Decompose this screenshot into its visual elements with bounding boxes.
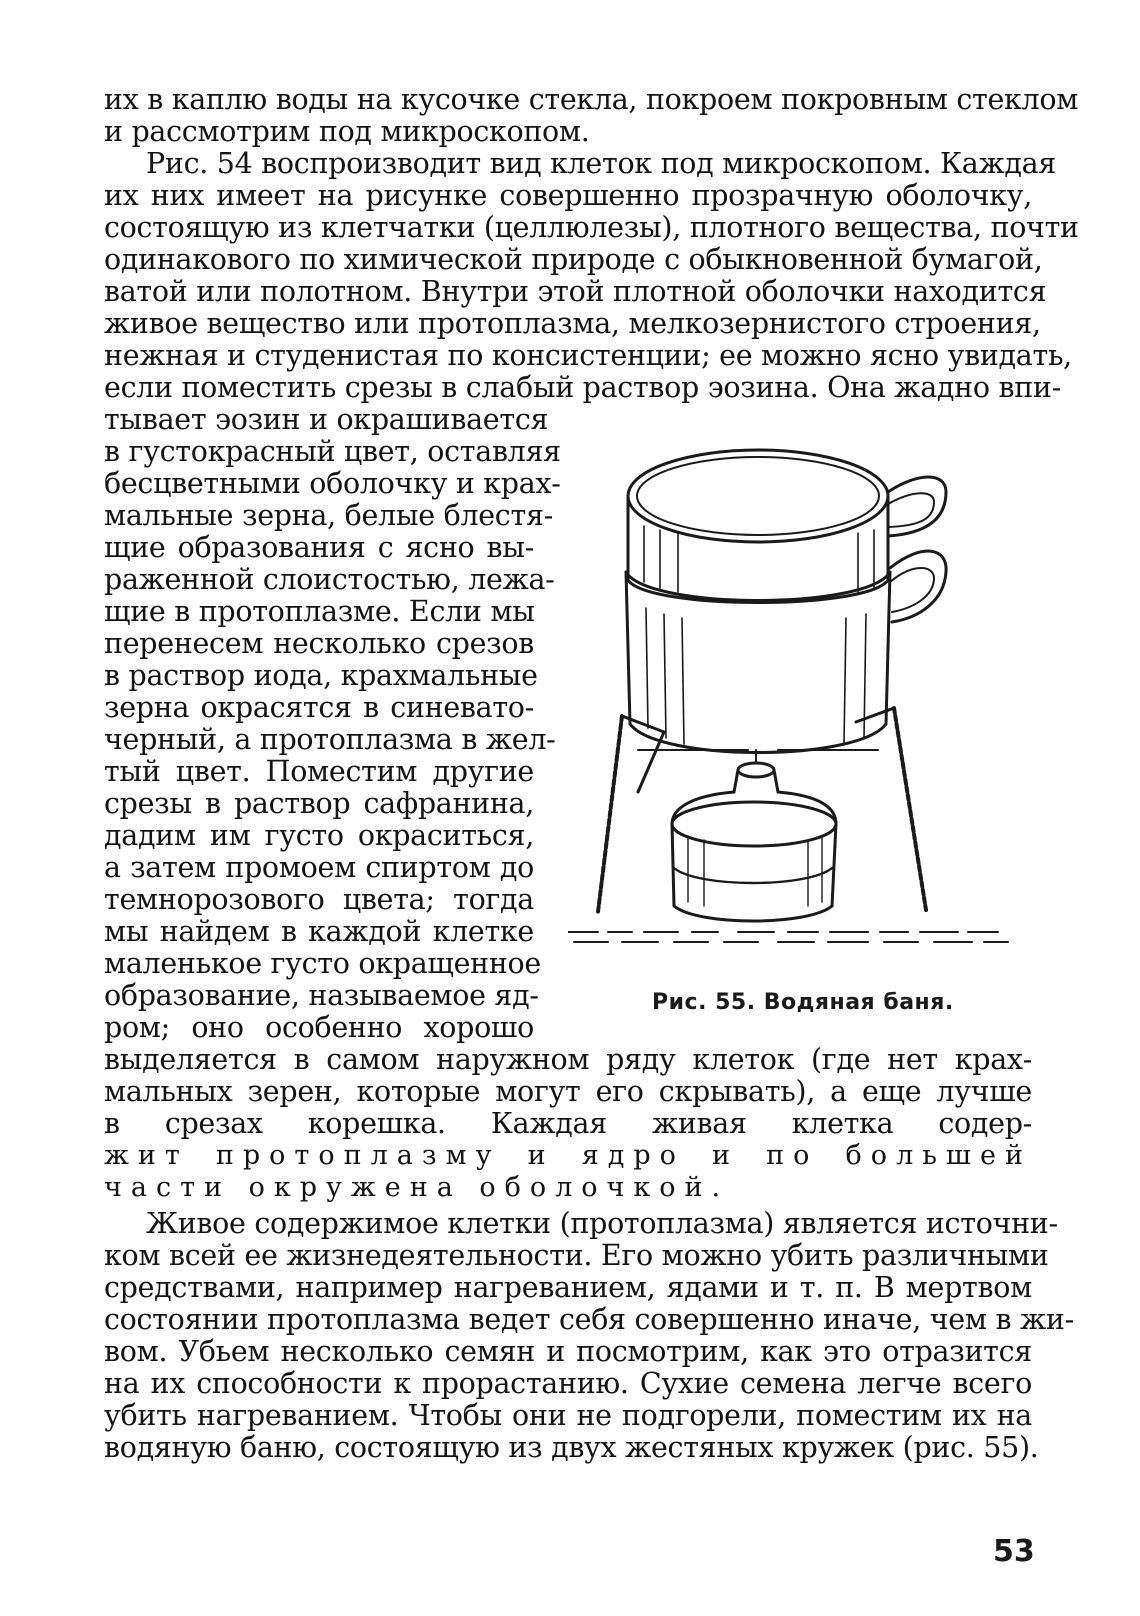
- water-bath-illustration: [568, 432, 1028, 972]
- text-line: зерна окрасятся в синевато-: [104, 691, 534, 724]
- text-line: одинакового по химической природе с обыкновенной бумагой,: [104, 243, 1043, 276]
- text-line: нежная и студенистая по консистенции; ее можно ясно увидать,: [104, 339, 1072, 372]
- text-line: выделяется в самом наружном ряду клеток (где нет крах-: [104, 1043, 1032, 1076]
- text-line: маленькое густо окращенное: [104, 947, 541, 980]
- text-line: их них имеет на рисунке совершенно прозрачную оболочку,: [104, 179, 1032, 212]
- text-line: в срезах корешка. Каждая живая клетка содер-: [104, 1107, 1032, 1140]
- text-line: и рассмотрим под микроскопом.: [104, 115, 590, 148]
- ground-hatching: [568, 932, 1008, 942]
- text-line: на их способности к прорастанию. Сухие семена легче всего: [104, 1367, 1032, 1400]
- text-line: щие в протоплазме. Если мы: [104, 595, 535, 628]
- spaced-emphasis-line: части окружена оболочкой.: [104, 1172, 730, 1203]
- text-line: дадим им густо окраситься,: [104, 819, 534, 852]
- text-line: мы найдем в каждой клетке: [104, 915, 534, 948]
- text-line: бесцветными оболочку и крах-: [104, 467, 561, 500]
- text-line: тый цвет. Поместим другие: [104, 755, 534, 788]
- text-line: в густокрасный цвет, оставляя: [104, 435, 561, 468]
- tripod-stand: [598, 708, 926, 912]
- text-line: тывает эозин и окрашивается: [104, 403, 549, 436]
- paragraph-start-line: Живое содержимое клетки (протоплазма) является источни-: [146, 1207, 1058, 1240]
- text-line: а затем промоем спиртом до: [104, 851, 534, 884]
- page-number: 53: [993, 1534, 1035, 1569]
- spaced-emphasis-line: жит протоплазму и ядро и по большей: [104, 1140, 1032, 1171]
- text-line: щие образования с ясно вы-: [104, 531, 534, 564]
- text-line: мальных зерен, которые могут его скрывать), а еще лучше: [104, 1075, 1032, 1108]
- lower-mug: [626, 551, 946, 752]
- text-line: ком всей ее жизнедеятельности. Его можно убить различными: [104, 1239, 1049, 1272]
- text-line: срезы в раствор сафранина,: [104, 787, 534, 820]
- text-line: в раствор иода, крахмальные: [104, 659, 538, 692]
- text-line: темнорозового цвета; тогда: [104, 883, 534, 916]
- text-line: живое вещество или протоплазма, мелкозернистого строения,: [104, 307, 1041, 340]
- text-line: перенесем несколько срезов: [104, 627, 534, 660]
- spirit-lamp: [672, 750, 836, 921]
- paragraph-start-line: Рис. 54 воспроизводит вид клеток под микроскопом. Каждая: [146, 147, 1056, 180]
- text-line: их в каплю воды на кусочке стекла, покроем покровным стеклом: [104, 83, 1079, 116]
- text-line: водяную баню, состоящую из двух жестяных кружек (рис. 55).: [104, 1431, 1039, 1464]
- text-line: мальные зерна, белые блестя-: [104, 499, 553, 532]
- text-line: состоящую из клетчатки (целлюлезы), плотного вещества, почти: [104, 211, 1079, 244]
- text-line: раженной слоистостью, лежа-: [104, 563, 555, 596]
- text-line: ватой или полотном. Внутри этой плотной оболочки находится: [104, 275, 1047, 308]
- text-line: вом. Убьем несколько семян и посмотрим, как это отразится: [104, 1335, 1032, 1368]
- text-line: средствами, например нагреванием, ядами и т. п. В мертвом: [104, 1271, 1032, 1304]
- text-line: черный, а протоплазма в жел-: [104, 723, 556, 756]
- upper-mug: [628, 450, 946, 603]
- text-line: образование, называемое яд-: [104, 979, 539, 1012]
- text-line: убить нагреванием. Чтобы они не подгорели, поместим их на: [104, 1399, 1032, 1432]
- figure-caption: Рис. 55. Водяная баня.: [652, 990, 954, 1015]
- text-line: если поместить срезы в слабый раствор эозина. Она жадно впи-: [104, 371, 1061, 404]
- text-line: состоянии протоплазма ведет себя совершенно иначе, чем в жи-: [104, 1303, 1074, 1336]
- text-line: ром; оно особенно хорошо: [104, 1011, 534, 1044]
